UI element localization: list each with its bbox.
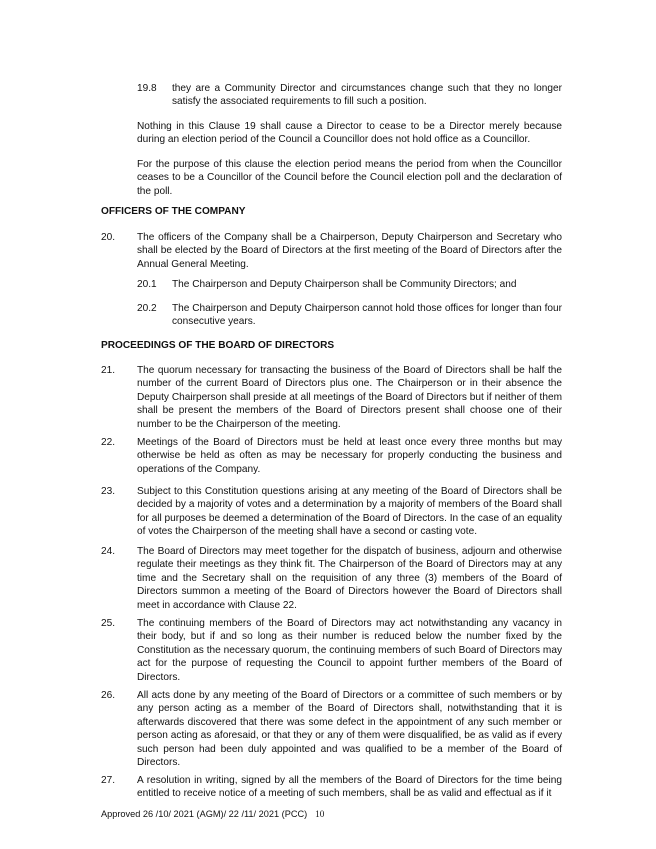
clause-number-21: 21. <box>101 365 116 376</box>
clause-24-text: The Board of Directors may meet together for the dispatch of business, adjourn and otherwise regulate their meetings as they think fit. The Chairperson of the Board of Directors may at any time and the Secretary shall on the requisition of any three (3) members of the Board of Directors summon a meeting of the Board of Directors however the Board of Directors shall meet in accordance with Clause 22. <box>137 546 562 611</box>
clause-19-8-text: they are a Community Director and circumstances change such that they no longer satisfy the associated requirements to fill such a position. <box>172 83 562 108</box>
footer-approval-dates: Approved 26 /10/ 2021 (AGM)/ 22 /11/ 2021 (PCC) <box>101 809 308 819</box>
clause-20-1-text: The Chairperson and Deputy Chairperson shall be Community Directors; and <box>172 279 517 290</box>
clause-25-text: The continuing members of the Board of Directors may act notwithstanding any vacancy in their body, but if and so long as their number is reduced below the number fixed by the Constitution as the necessary quorum, the continuing members of such Board of Directors may act for the purpose of requesting the Council to appoint further members of the Board of Directors. <box>137 618 562 683</box>
heading-proceedings: PROCEEDINGS OF THE BOARD OF DIRECTORS <box>101 340 335 351</box>
clause-20-text: The officers of the Company shall be a Chairperson, Deputy Chairperson and Secretary who shall be elected by the Board of Directors at the first meeting of the Board of Directors after the Annual General Meeting. <box>137 232 562 270</box>
clause-number-23: 23. <box>101 486 116 497</box>
clause-26-text: All acts done by any meeting of the Board of Directors or a committee of such members or by any person acting as a member of the Board of Directors shall, notwithstanding that it is afterwards discovered that there was some defect in the appointment of any such member or person acting as aforesaid, or that they or any of them were disqualified, be as valid as if every such person had been duly appointed and was qualified to be a member of the Board of Directors. <box>137 690 562 769</box>
clause-number-22: 22. <box>101 437 116 448</box>
clause-number-26: 26. <box>101 690 116 701</box>
heading-officers: OFFICERS OF THE COMPANY <box>101 206 246 217</box>
clause-number-20-2: 20.2 <box>137 303 157 314</box>
clause-20-2-text: The Chairperson and Deputy Chairperson cannot hold those offices for longer than four consecutive years. <box>172 303 562 328</box>
clause-19-paragraph-nothing: Nothing in this Clause 19 shall cause a Director to cease to be a Director merely because during an election period of the Council a Councillor does not hold office as a Councillor. <box>137 121 562 146</box>
clause-19-paragraph-election-period: For the purpose of this clause the election period means the period from when the Councillor ceases to be a Councillor of the Council before the Council election poll and the declaration of the poll. <box>137 159 562 197</box>
page-number: 10 <box>315 809 325 819</box>
clause-21-text: The quorum necessary for transacting the business of the Board of Directors shall be half the number of the current Board of Directors plus one. The Chairperson or in their absence the Deputy Chairperson shall preside at all meetings of the Board of Directors but if neither of them shall be present the members of the Board of Directors present shall choose one of their number to be the Chairperson of the meeting. <box>137 365 562 430</box>
clause-22-text: Meetings of the Board of Directors must be held at least once every three months but may otherwise be held as often as may be necessary for properly conducting the business and operations of the Company. <box>137 437 562 475</box>
clause-number-20: 20. <box>101 232 116 243</box>
clause-number-27: 27. <box>101 775 116 786</box>
clause-number-24: 24. <box>101 546 116 557</box>
clause-number-20-1: 20.1 <box>137 279 157 290</box>
clause-27-text: A resolution in writing, signed by all the members of the Board of Directors for the time being entitled to receive notice of a meeting of such members, shall be as valid and effectual as if it <box>137 775 562 800</box>
page-footer <box>101 809 324 819</box>
clause-number-19-8: 19.8 <box>137 83 157 94</box>
clause-23-text: Subject to this Constitution questions arising at any meeting of the Board of Directors shall be decided by a majority of votes and a determination by a majority of members of the Board shall for all purposes be deemed a determination of the Board of Directors. In the case of an equality of votes the Chairperson of the meeting shall have a second or casting vote. <box>137 486 562 538</box>
clause-number-25: 25. <box>101 618 116 629</box>
